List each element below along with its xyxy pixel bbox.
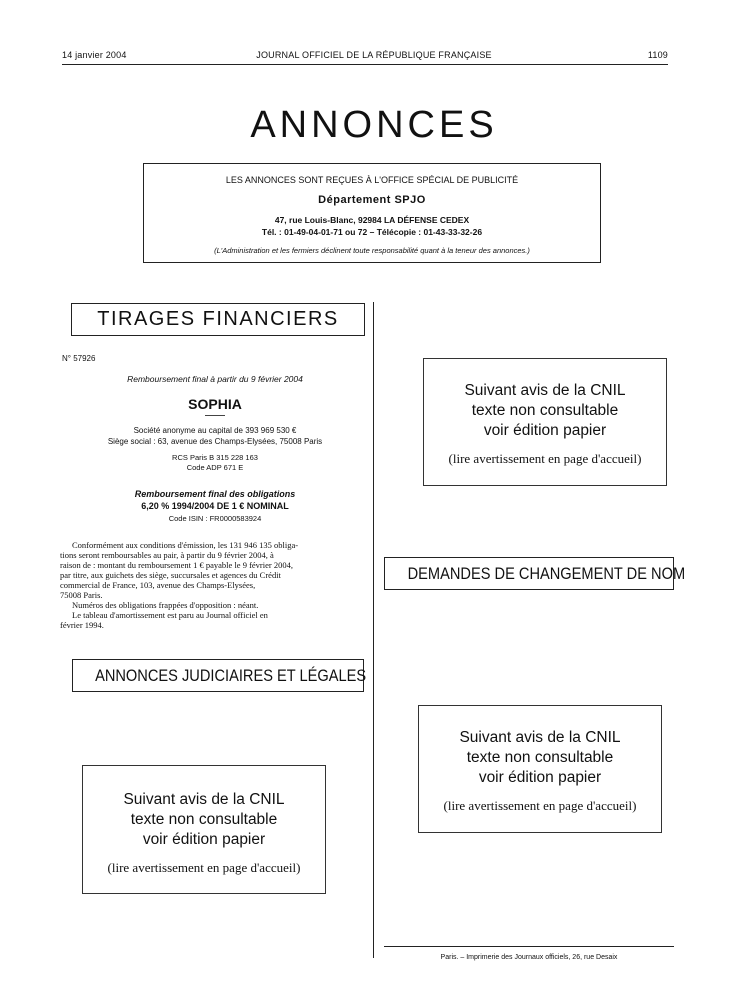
cnil-notice-box — [82, 765, 326, 894]
company-underline — [205, 415, 225, 416]
column-divider — [373, 302, 374, 958]
notice-subtitle: Remboursement final à partir du 9 février 2004 — [127, 374, 303, 384]
notice-number: N° 57926 — [62, 354, 96, 363]
notice-company: SOPHIA — [188, 396, 242, 412]
notice-adp: Code ADP 671 E — [186, 463, 244, 472]
header-date: 14 janvier 2004 — [62, 50, 127, 60]
info-disclaimer: (L'Administration et les fermiers déclinent toute responsabilité quant à la teneur des annonces.) — [214, 246, 530, 255]
section-judiciaires-label: ANNONCES JUDICIAIRES ET LÉGALES — [95, 666, 367, 685]
info-phone: Tél. : 01-49-04-01-71 ou 72 – Télécopie : 01-43-33-32-26 — [261, 227, 483, 237]
cnil-notice-box — [423, 358, 667, 486]
notice-isin: Code ISIN : FR0000583924 — [168, 514, 262, 523]
info-line-1: LES ANNONCES SONT REÇUES À L'OFFICE SPÉCIAL DE PUBLICITÉ — [225, 175, 519, 185]
section-tirages-label: TIRAGES FINANCIERS — [97, 308, 339, 330]
cnil-line-3: voir édition papier — [478, 769, 602, 786]
cnil-line-2: texte non consultable — [466, 749, 614, 766]
cnil-line-1: Suivant avis de la CNIL — [464, 382, 626, 399]
cnil-note: (lire avertissement en page d'accueil) — [443, 798, 637, 813]
header-rule — [62, 64, 668, 65]
footer-imprint: Paris. – Imprimerie des Journaux officiels, 26, rue Desaix — [440, 954, 618, 961]
footer-rule — [384, 946, 674, 947]
notice-body-line: tions seront remboursables au pair, à partir du 9 février 2004, à — [60, 550, 274, 560]
header-page-number: 1109 — [647, 50, 668, 60]
notice-body — [60, 540, 366, 630]
notice-rcs: RCS Paris B 315 228 163 — [172, 453, 258, 462]
cnil-line-3: voir édition papier — [142, 831, 266, 848]
cnil-line-3: voir édition papier — [483, 422, 607, 439]
notice-body-line: commercial de France, 103, avenue des Champs-Elysées, — [60, 580, 256, 590]
info-department: Département SPJO — [318, 194, 426, 206]
notice-body-line: 75008 Paris. — [60, 590, 103, 600]
notice-capital: Société anonyme au capital de 393 969 530 € — [133, 426, 297, 435]
notice-remb-line: 6,20 % 1994/2004 DE 1 € NOMINAL — [141, 501, 289, 511]
cnil-line-1: Suivant avis de la CNIL — [459, 729, 621, 746]
section-annonces-judiciaires — [72, 659, 367, 692]
cnil-line-2: texte non consultable — [471, 402, 619, 419]
notice-body-line: Le tableau d'amortissement est paru au Journal officiel en — [72, 610, 268, 620]
section-demandes-changement-nom — [384, 557, 686, 590]
page-title: ANNONCES — [250, 104, 498, 146]
info-address: 47, rue Louis-Blanc, 92984 LA DÉFENSE CEDEX — [274, 215, 470, 225]
cnil-note: (lire avertissement en page d'accueil) — [107, 860, 301, 875]
cnil-notice-box — [418, 705, 662, 833]
notice-body-line: par titre, aux guichets des siège, succursales et agences du Crédit — [60, 570, 281, 580]
cnil-line-1: Suivant avis de la CNIL — [123, 791, 285, 808]
cnil-line-2: texte non consultable — [130, 811, 278, 828]
notice-body-line: février 1994. — [60, 620, 104, 630]
notice-body-line: Numéros des obligations frappées d'opposition : néant. — [72, 600, 259, 610]
section-demandes-label: DEMANDES DE CHANGEMENT DE NOM — [407, 564, 686, 583]
header-journal: JOURNAL OFFICIEL DE LA RÉPUBLIQUE FRANÇAISE — [256, 50, 492, 60]
info-box — [143, 163, 601, 263]
notice-siege: Siège social : 63, avenue des Champs-Elysées, 75008 Paris — [107, 437, 323, 446]
notice-remb-title: Remboursement final des obligations — [134, 489, 296, 499]
cnil-note: (lire avertissement en page d'accueil) — [448, 451, 642, 466]
notice-body-line: Conformément aux conditions d'émission, les 131 946 135 obliga- — [72, 540, 299, 550]
section-tirages-financiers — [71, 303, 365, 336]
notice-body-line: raison de : montant du remboursement 1 € payable le 9 février 2004, — [60, 560, 293, 570]
